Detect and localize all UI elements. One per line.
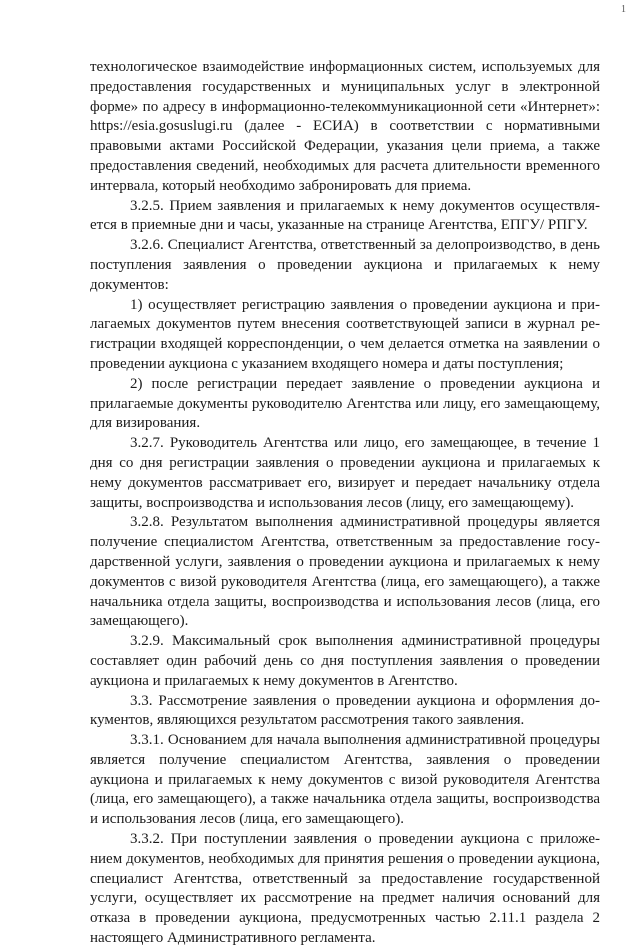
paragraph-3-2-6: 3.2.6. Специалист Агентства, ответственный за делопроизводство, в день поступления заявления о проведении аукциона и прилагаемых к нему документов: bbox=[90, 237, 600, 293]
paragraph-3-2-5: 3.2.5. Прием заявления и прилагаемых к нему документов осуществляется в приемные дни и часы, указанные на странице Агентства, ЕПГУ/ РПГУ. bbox=[90, 197, 600, 234]
paragraph-3-3-1: 3.3.1. Основанием для начала выполнения административной процедуры является получение специалистом Агентства, заявления о проведении аукциона и прилагаемых к нему документов с визой руководителя Агентства (лица, его замещающего), а также начальника отдела защиты, воспроизводства и использования лесов (лица, его замещающего). bbox=[90, 732, 600, 828]
paragraph-3-2-7: 3.2.7. Руководитель Агентства или лицо, его замещающее, в течение 1 дня со дня регистрации заявления о проведении аукциона и прилагаемых к нему документов рассматривает его, визирует и передает начальнику отдела защиты, воспроизводства и использования лесов (лицу, его замещающему). bbox=[90, 435, 600, 511]
paragraph-3-3: 3.3. Рассмотрение заявления о проведении аукциона и оформления документов, являющихся результатом рассмотрения такого заявления. bbox=[90, 692, 600, 729]
paragraph-3-2-8: 3.2.8. Результатом выполнения административной процедуры является получение специалистом Агентства, ответственным за предоставление государственной услуги, заявления о проведении аукциона и прилагаемых к нему документов с визой руководителя Агентства (лица, его замещающего), а также начальника отдела защиты, воспроизводства и использования лесов (лица, его замещающего). bbox=[90, 514, 600, 630]
document-body bbox=[90, 58, 600, 949]
paragraph-3-2-9: 3.2.9. Максимальный срок выполнения административной процедуры составляет один рабочий день со дня поступления заявления о проведении аукциона и прилагаемых к нему документов в Агентство. bbox=[90, 633, 600, 689]
page-corner-mark: 1 bbox=[621, 4, 626, 15]
paragraph-item-2: 2) после регистрации передает заявление о проведении аукциона и прилагаемые документы руководителю Агентства или лицу, его замещающему, для визирования. bbox=[90, 375, 600, 432]
paragraph-3-3-2: 3.3.2. При поступлении заявления о проведении аукциона с приложением документов, необходимых для принятия решения о проведении аукциона, специалист Агентства, ответственный за предоставление государственной услуги, осуществляет их рассмотрение на предмет наличия оснований для отказа в проведении аукциона, предусмотренных частью 2.11.1 раздела 2 настоящего Административного регламента. bbox=[90, 831, 600, 947]
paragraph-item-1: 1) осуществляет регистрацию заявления о проведении аукциона и прилагаемых документов путем внесения соответствующей записи в журнал регистрации входящей корреспонденции, о чем делается отметка на заявлении о проведении аукциона с указанием входящего номера и даты поступления; bbox=[90, 296, 600, 372]
paragraph-continuation: технологическое взаимодействие информационных систем, используемых для предоставления государственных и муниципальных услуг в электронной форме» по адресу в информационно-телекоммуникационной сети «Интернет»: https://esia.gosuslugi.ru (далее - ЕСИА) в соответствии с нормативными правовыми актами Российской Федерации, указания цели приема, а также предоставления сведений, необходимых для расчета длительности временного интервала, который необходимо забронировать для приема. bbox=[90, 59, 600, 194]
